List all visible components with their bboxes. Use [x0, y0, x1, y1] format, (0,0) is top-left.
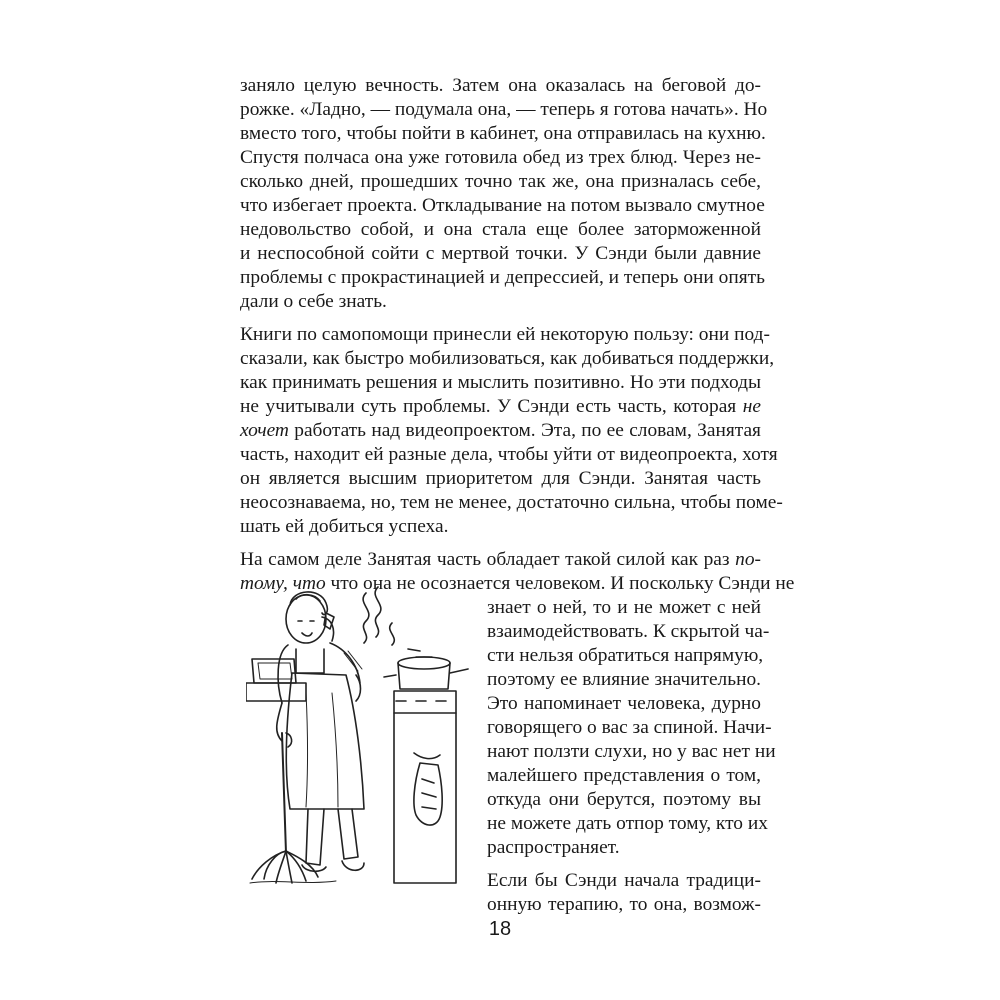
woman-mopping-illustration — [246, 583, 476, 888]
text-line: шать ей добиться успеха. — [240, 516, 449, 537]
text-line: Если бы Сэнди начала традици- — [487, 870, 761, 891]
emphasis: тому, — [240, 573, 288, 594]
text-segment: работать над видеопроектом. Эта, по ее словам, Занятая — [294, 420, 761, 441]
text-line: сколько дней, прошедших точно так же, она призналась себе, — [240, 171, 761, 192]
text-line: вместо того, чтобы пойти в кабинет, она отправилась на кухню. — [240, 123, 766, 144]
text-line: что избегает проекта. Откладывание на потом вызвало смутное — [240, 195, 765, 216]
text-line: сти нельзя обратиться напрямую, — [487, 645, 764, 666]
text-line: откуда они берутся, поэтому вы — [487, 789, 761, 810]
text-line: знает о ней, то и не может с ней — [487, 597, 761, 618]
text-line: Спустя полчаса она уже готовила обед из трех блюд. Через не- — [240, 147, 761, 168]
emphasis: не — [742, 396, 761, 417]
emphasis: по- — [735, 549, 761, 570]
text-line: Книги по самопомощи принесли ей некоторую пользу: они под- — [240, 324, 770, 345]
text-line: неосознаваема, но, тем не менее, достаточно сильна, чтобы поме- — [240, 492, 783, 513]
text-line: Это напоминает человека, дурно — [487, 693, 761, 714]
text-line: дали о себе знать. — [240, 291, 387, 312]
text-line: малейшего представления о том, — [487, 765, 761, 786]
text-line: говорящего о вас за спиной. Начи- — [487, 717, 772, 738]
text-line: взаимодействовать. К скрытой ча- — [487, 621, 770, 642]
text-segment: На самом деле Занятая часть обладает такой силой как раз — [240, 549, 730, 570]
text-line: часть, находит ей разные дела, чтобы уйти от видеопроекта, хотя — [240, 444, 778, 465]
text-line: он является высшим приоритетом для Сэнди. Занятая часть — [240, 468, 761, 489]
emphasis: хочет — [240, 420, 289, 441]
text-line: недовольство собой, и она стала еще более заторможенной — [240, 219, 761, 240]
text-line — [240, 548, 761, 572]
text-line: не можете дать отпор тому, кто их — [487, 813, 768, 834]
text-line: поэтому ее влияние значительно. — [487, 669, 761, 690]
text-line: сказали, как быстро мобилизоваться, как добиваться поддержки, — [240, 348, 775, 369]
emphasis: что — [292, 573, 326, 594]
text-segment: не учитывали суть проблемы. У Сэнди есть часть, которая — [240, 396, 737, 417]
text-line: проблемы с прокрастинацией и депрессией, и теперь они опять — [240, 267, 765, 288]
text-line: онную терапию, то она, возмож- — [487, 894, 761, 915]
text-line: рожке. «Ладно, — подумала она, — теперь я готова начать». Но — [240, 99, 768, 120]
text-line: распространяет. — [487, 837, 620, 858]
text-line: нают ползти слухи, но у вас нет ни — [487, 741, 776, 762]
text-line: и неспособной сойти с мертвой точки. У Сэнди были давние — [240, 243, 761, 264]
page-number: 18 — [488, 918, 512, 940]
text-segment: что она не осознается человеком. И поскольку Сэнди не — [330, 573, 795, 594]
text-line: заняло целую вечность. Затем она оказалась на беговой до- — [240, 75, 761, 96]
text-line — [240, 419, 761, 443]
text-line: как принимать решения и мыслить позитивно. Но эти подходы — [240, 372, 761, 393]
text-line — [240, 395, 761, 419]
